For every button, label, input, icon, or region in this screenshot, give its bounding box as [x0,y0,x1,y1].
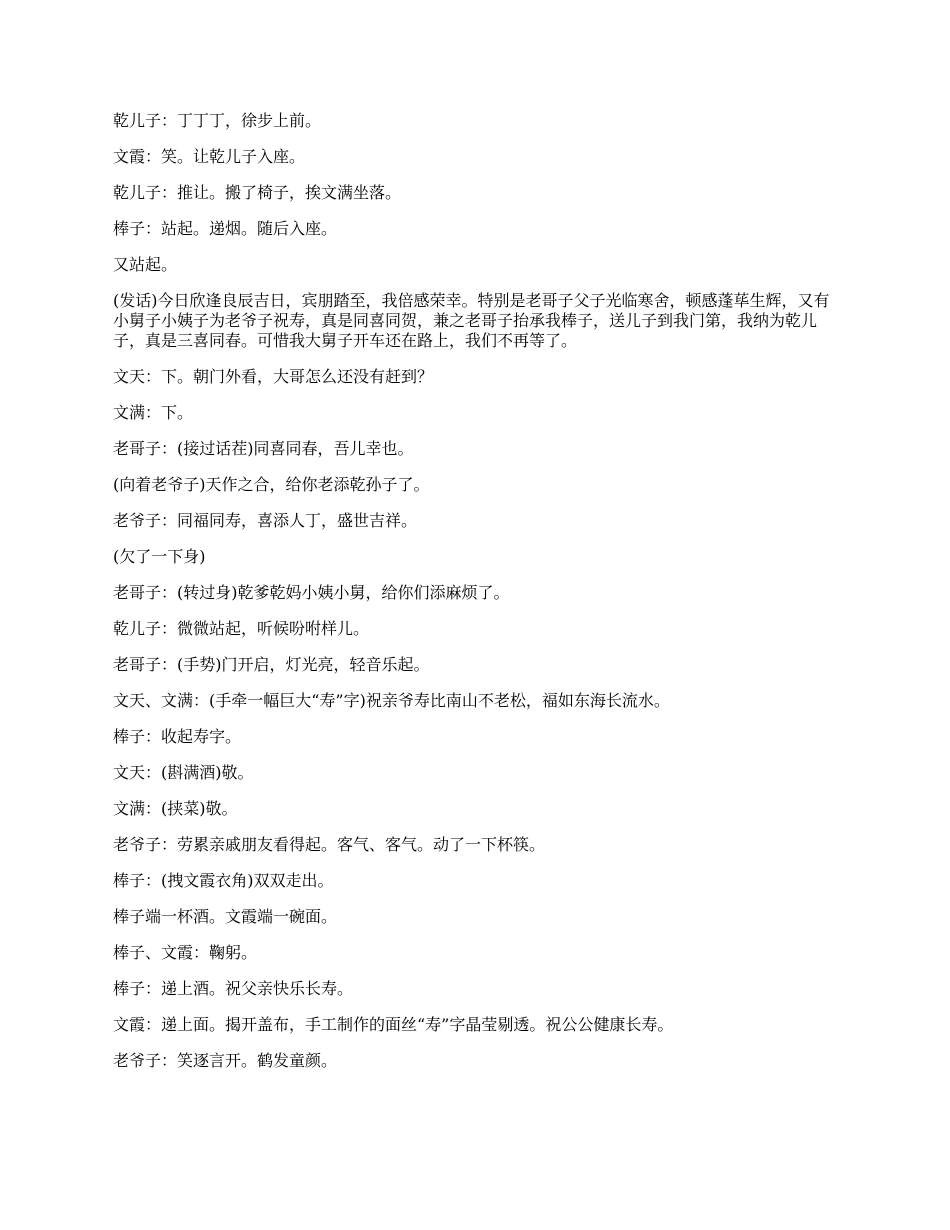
paragraph-4: 棒子：站起。递烟。随后入座。 [113,219,338,238]
paragraph-3: 乾儿子：推让。搬了椅子，挨文满坐落。 [113,183,402,202]
paragraph-24: 棒子：递上酒。祝父亲快乐长寿。 [113,979,354,998]
paragraph-11: 老爷子：同福同寿，喜添人丁，盛世吉祥。 [113,511,418,530]
paragraph-17: 棒子：收起寿字。 [113,727,242,746]
paragraph-7: 文天：下。朝门外看，大哥怎么还没有赶到？ [113,367,434,386]
paragraph-9: 老哥子：(接过话茬)同喜同春，吾儿幸也。 [113,439,414,458]
paragraph-6: (发话)今日欣逢良辰吉日，宾朋踏至，我倍感荣幸。特别是老哥子父子光临寒舍，顿感蓬荜生辉，又有小舅子小姨子为老爷子祝寿，真是同喜同贺，兼之老哥子抬承我棒子，送儿子到我门第，我纳为乾儿子，真是三喜同春。可惜我大舅子开车还在路上，我们不再等了。 [113,291,830,350]
paragraph-21: 棒子：(拽文霞衣角)双双走出。 [113,871,334,890]
paragraph-22: 棒子端一杯酒。文霞端一碗面。 [113,907,338,926]
paragraph-8: 文满：下。 [113,403,194,422]
paragraph-2: 文霞：笑。让乾儿子入座。 [113,147,306,166]
paragraph-18: 文天：(斟满酒)敬。 [113,763,254,782]
paragraph-20: 老爷子：劳累亲戚朋友看得起。客气、客气。动了一下杯筷。 [113,835,546,854]
paragraph-25: 文霞：递上面。揭开盖布，手工制作的面丝“寿”字晶莹剔透。祝公公健康长寿。 [113,1015,674,1034]
paragraph-26: 老爷子：笑逐言开。鹤发童颜。 [113,1051,338,1070]
paragraph-10: (向着老爷子)天作之合，给你老添乾孙子了。 [113,475,430,494]
paragraph-5: 又站起。 [113,255,178,274]
paragraph-14: 乾儿子：微微站起，听候吩咐样儿。 [113,619,370,638]
paragraph-23: 棒子、文霞：鞠躬。 [113,943,258,962]
paragraph-12: (欠了一下身) [113,547,206,566]
paragraph-15: 老哥子：(手势)门开启，灯光亮，轻音乐起。 [113,655,430,674]
paragraph-19: 文满：(挟菜)敬。 [113,799,238,818]
paragraph-13: 老哥子：(转过身)乾爹乾妈小姨小舅，给你们添麻烦了。 [113,583,510,602]
document-body [113,111,838,1087]
paragraph-16: 文天、文满：(手牵一幅巨大“寿”字)祝亲爷寿比南山不老松，福如东海长流水。 [113,691,670,710]
paragraph-1: 乾儿子：丁丁丁，徐步上前。 [113,111,322,130]
